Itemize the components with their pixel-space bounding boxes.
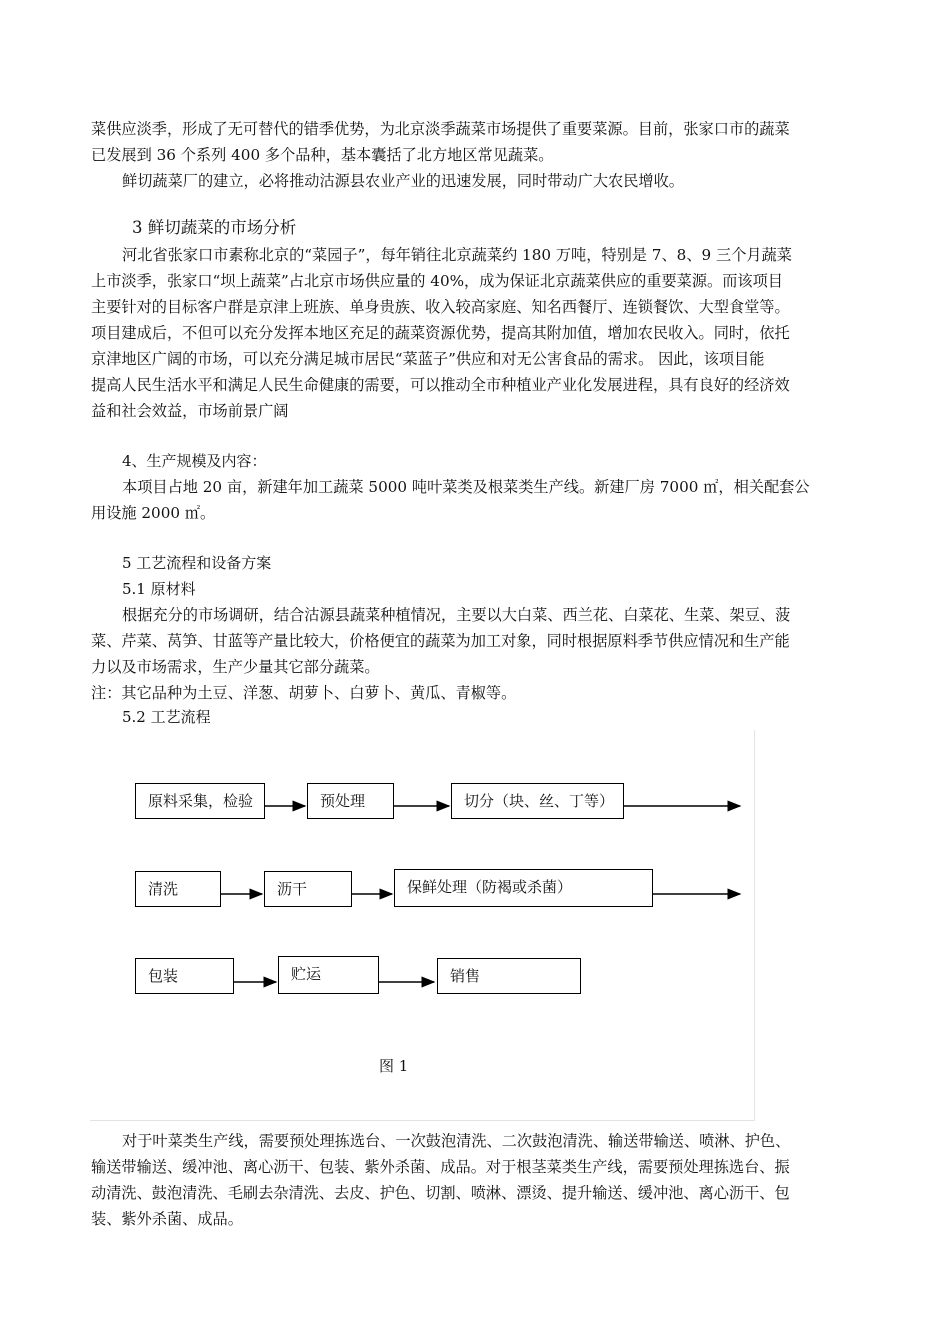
paragraph-line: 提高人民生活水平和满足人民生命健康的需要，可以推动全市种植业产业化发展进程，具有良好的经济效 <box>91 376 790 394</box>
paragraph-line: 动清洗、鼓泡清洗、毛刷去杂清洗、去皮、护色、切割、喷淋、漂烫、提升输送、缓冲池、离心沥干、包 <box>91 1184 790 1202</box>
flow-box-washing: 清洗 <box>135 871 221 907</box>
flow-box-raw-material: 原料采集，检验 <box>135 783 265 819</box>
note-line: 注：其它品种为土豆、洋葱、胡萝卜、白萝卜、黄瓜、青椒等。 <box>91 684 517 702</box>
paragraph-line: 河北省张家口市素称北京的“菜园子”，每年销往北京蔬菜约 180 万吨，特别是 7、8、9 三个月蔬菜 <box>122 246 792 264</box>
paragraph-line: 用设施 2000 ㎡。 <box>91 504 216 522</box>
flow-box-storage-transport: 贮运 <box>278 956 379 994</box>
paragraph-line: 菜、芹菜、莴笋、甘蓝等产量比较大，价格便宜的蔬菜为加工对象，同时根据原料季节供应情况和生产能 <box>91 632 790 650</box>
paragraph-line: 根据充分的市场调研，结合沽源县蔬菜种植情况，主要以大白菜、西兰花、白菜花、生菜、架豆、菠 <box>122 606 791 624</box>
paragraph-line: 京津地区广阔的市场，可以充分满足城市居民“菜蓝子”供应和对无公害食品的需求。 因此，该项目能 <box>91 350 765 368</box>
flow-box-cutting: 切分（块、丝、丁等） <box>451 783 624 819</box>
flow-box-pretreatment: 预处理 <box>307 783 394 819</box>
flow-box-draining: 沥干 <box>264 871 352 907</box>
section-heading-5-2: 5.2 工艺流程 <box>122 708 211 726</box>
paragraph-line: 输送带输送、缓冲池、离心沥干、包装、紫外杀菌、成品。对于根茎菜类生产线，需要预处理拣选台、振 <box>91 1158 790 1176</box>
section-heading-4: 4、生产规模及内容： <box>122 452 267 470</box>
paragraph-line: 装、紫外杀菌、成品。 <box>91 1210 243 1228</box>
paragraph-line: 益和社会效益，市场前景广阔 <box>91 402 289 420</box>
paragraph-line: 已发展到 36 个系列 400 多个品种，基本囊括了北方地区常见蔬菜。 <box>91 146 554 164</box>
figure-caption: 图 1 <box>379 1057 409 1075</box>
section-heading-5: 5 工艺流程和设备方案 <box>122 554 272 572</box>
paragraph-line: 上市淡季，张家口“坝上蔬菜”占北京市场供应量的 40%，成为保证北京蔬菜供应的重要菜源。而该项目 <box>91 272 783 290</box>
flow-box-sales: 销售 <box>437 958 581 994</box>
paragraph-line: 鲜切蔬菜厂的建立，必将推动沽源县农业产业的迅速发展，同时带动广大农民增收。 <box>122 172 684 190</box>
section-heading-5-1: 5.1 原材料 <box>122 580 196 598</box>
paragraph-line: 菜供应淡季，形成了无可替代的错季优势，为北京淡季蔬菜市场提供了重要菜源。目前，张家口市的蔬菜 <box>91 120 790 138</box>
paragraph-line: 本项目占地 20 亩，新建年加工蔬菜 5000 吨叶菜类及根菜类生产线。新建厂房 7000 ㎡，相关配套公 <box>122 478 810 496</box>
flow-box-packaging: 包装 <box>135 958 234 994</box>
flow-box-preservation: 保鲜处理（防褐或杀菌） <box>394 869 653 907</box>
paragraph-line: 项目建成后，不但可以充分发挥本地区充足的蔬菜资源优势，提高其附加值，增加农民收入。同时，依托 <box>91 324 790 342</box>
paragraph-line: 主要针对的目标客户群是京津上班族、单身贵族、收入较高家庭、知名西餐厅、连锁餐饮、大型食堂等。 <box>91 298 790 316</box>
paragraph-line: 力以及市场需求，生产少量其它部分蔬菜。 <box>91 658 380 676</box>
paragraph-line: 对于叶菜类生产线，需要预处理拣选台、一次鼓泡清洗、二次鼓泡清洗、输送带输送、喷淋、护色、 <box>122 1132 791 1150</box>
section-heading-3: 3 鲜切蔬菜的市场分析 <box>132 218 297 237</box>
